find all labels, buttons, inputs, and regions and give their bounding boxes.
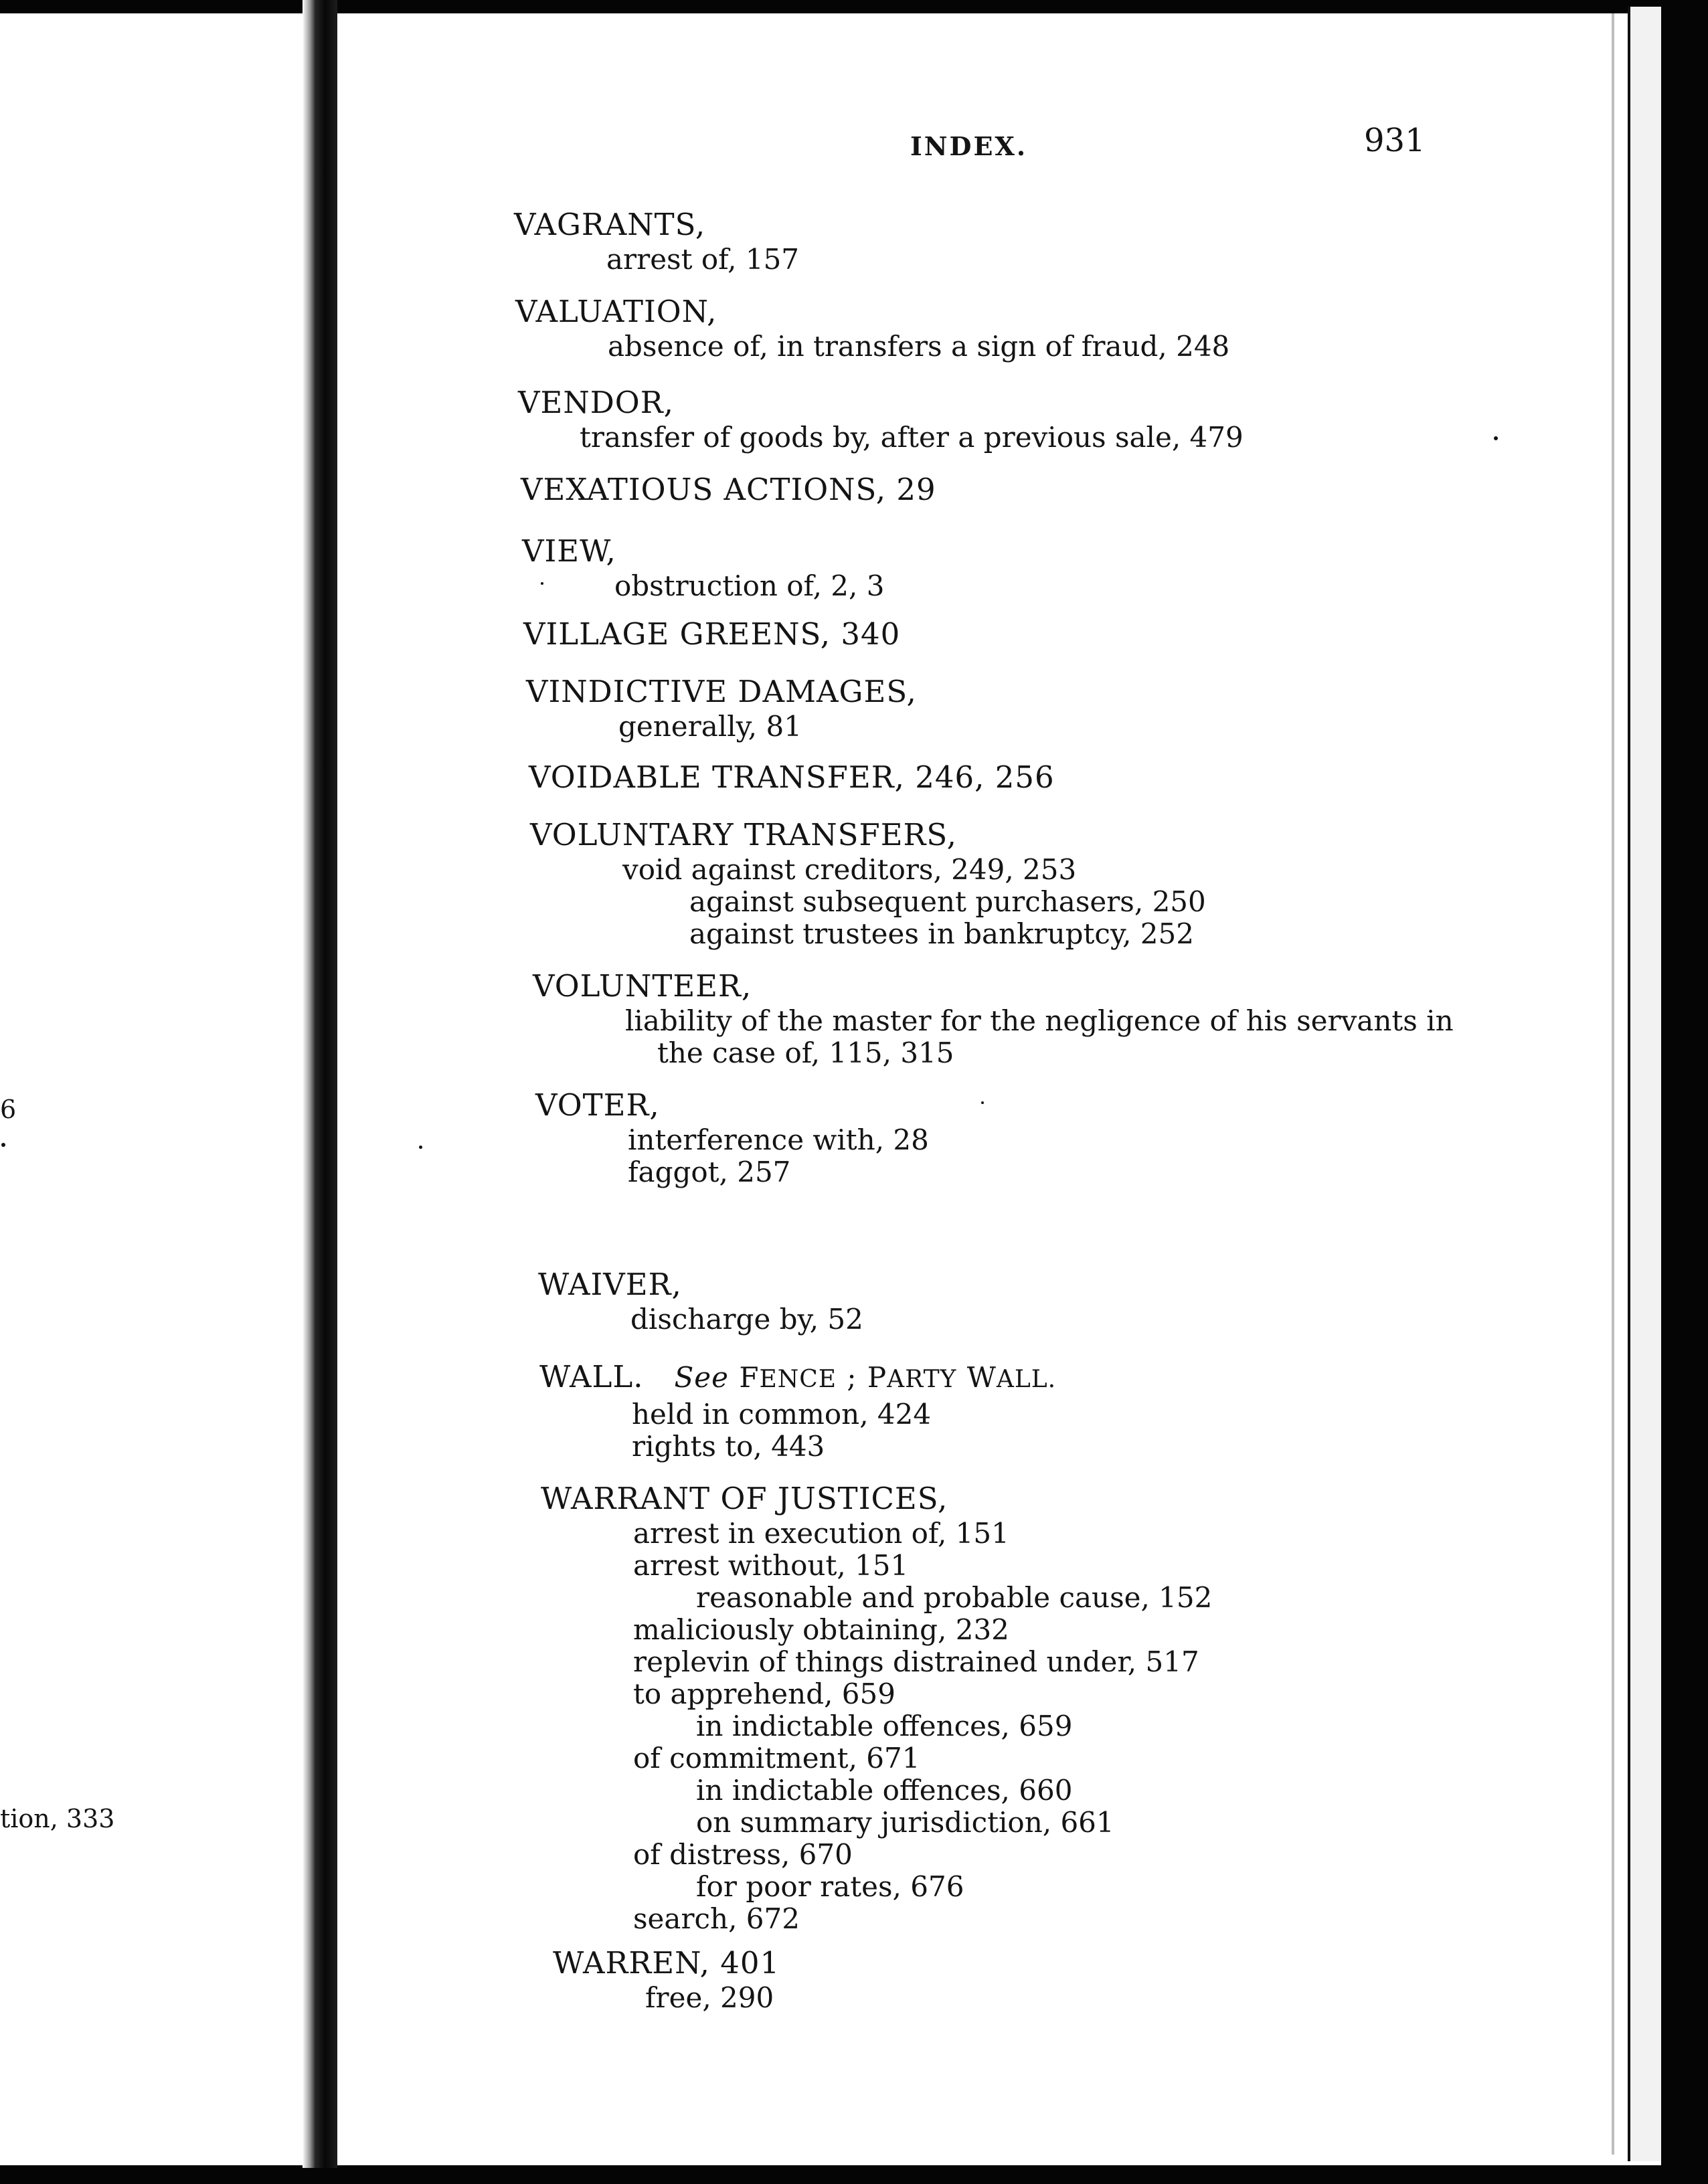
- cross-ref-initial: F: [739, 1361, 760, 1394]
- entry-heading: VEXATIOUS ACTIONS, 29: [521, 472, 936, 507]
- entry-heading: VAGRANTS,: [514, 207, 706, 242]
- entry-subentry: maliciously obtaining, 232: [633, 1613, 1009, 1646]
- entry-subentry: on summary jurisdiction, 661: [696, 1806, 1114, 1839]
- index-entry-vagrants: [514, 206, 799, 276]
- index-entry-vexatious-actions: [521, 471, 936, 509]
- entry-subentry: liability of the master for the negligence of his servants in: [625, 1004, 1454, 1037]
- next-page-edge: [1628, 7, 1664, 2161]
- cross-ref-party: ARTY: [887, 1366, 957, 1393]
- entry-subentry: faggot, 257: [628, 1156, 791, 1188]
- index-entry-vendor: [518, 384, 1244, 454]
- entry-subentry: of commitment, 671: [633, 1742, 920, 1774]
- entry-heading: VOTER,: [535, 1087, 660, 1123]
- entry-subentry: against trustees in bankruptcy, 252: [689, 917, 1194, 950]
- entry-heading: WARRANT OF JUSTICES,: [541, 1481, 948, 1516]
- speck: [1494, 436, 1498, 440]
- entry-subentry: for poor rates, 676: [696, 1870, 964, 1903]
- index-entry-volunteer: [533, 968, 1454, 1069]
- index-entry-warrant-of-justices: [541, 1480, 1212, 1935]
- index-entry-village-greens: [523, 616, 900, 653]
- index-entry-warren: [553, 1944, 780, 2014]
- page-edge-line: [1612, 13, 1614, 2155]
- entry-subentry: discharge by, 52: [630, 1303, 863, 1336]
- cross-ref-separator: ;: [847, 1361, 857, 1394]
- entry-heading-line: [539, 1358, 1056, 1398]
- index-entry-voidable-transfer: [529, 759, 1055, 796]
- running-head: INDEX.: [910, 131, 1028, 161]
- left-page-fragment: 6: [0, 1095, 17, 1124]
- entry-heading: VOIDABLE TRANSFER, 246, 256: [529, 759, 1055, 795]
- entry-subentry: reasonable and probable cause, 152: [696, 1581, 1213, 1614]
- entry-subentry: of distress, 670: [633, 1838, 853, 1871]
- see-reference-label: See: [674, 1361, 729, 1394]
- scan-border-bottom: [0, 2165, 1708, 2184]
- speck: [419, 1146, 422, 1149]
- index-entry-view: [522, 533, 884, 602]
- entry-subentry: replevin of things distrained under, 517: [633, 1645, 1199, 1678]
- entry-subentry: arrest without, 151: [633, 1549, 909, 1582]
- entry-heading: VOLUNTEER,: [533, 968, 752, 1004]
- entry-subentry: transfer of goods by, after a previous sale, 479: [580, 421, 1244, 454]
- entry-subentry: interference with, 28: [628, 1123, 929, 1156]
- index-entry-vindictive-damages: [526, 673, 917, 743]
- entry-subentry: rights to, 443: [632, 1430, 825, 1463]
- entry-subentry: in indictable offences, 659: [696, 1710, 1073, 1742]
- index-entry-voter: [535, 1087, 929, 1188]
- entry-subentry: arrest in execution of, 151: [633, 1517, 1009, 1550]
- entry-heading: VOLUNTARY TRANSFERS,: [530, 817, 957, 852]
- entry-subentry: obstruction of, 2, 3: [614, 569, 885, 602]
- cross-ref-fence: ENCE: [759, 1366, 837, 1393]
- entry-heading: VENDOR,: [518, 385, 674, 420]
- scan-border-right: [1661, 0, 1708, 2184]
- entry-subentry: held in common, 424: [632, 1398, 932, 1431]
- entry-heading: WARREN, 401: [553, 1945, 780, 1981]
- entry-subentry: absence of, in transfers a sign of fraud, 248: [608, 330, 1230, 363]
- index-entry-valuation: [515, 293, 1229, 363]
- entry-heading: VINDICTIVE DAMAGES,: [526, 674, 917, 709]
- scan-border-top: [0, 0, 1708, 13]
- speck: [981, 1101, 984, 1104]
- entry-subentry: in indictable offences, 660: [696, 1774, 1073, 1807]
- speck: [1, 1143, 5, 1147]
- entry-subentry: generally, 81: [618, 710, 802, 743]
- entry-heading: VIEW,: [522, 533, 616, 569]
- entry-subentry: free, 290: [645, 1981, 774, 2014]
- cross-ref-initial: P: [867, 1361, 887, 1394]
- index-entry-voluntary-transfers: [530, 816, 1206, 950]
- entry-subentry: to apprehend, 659: [633, 1677, 895, 1710]
- entry-subentry: against subsequent purchasers, 250: [689, 885, 1206, 918]
- cross-ref-initial: W: [966, 1361, 997, 1394]
- page-number: 931: [1364, 122, 1426, 159]
- entry-subentry: the case of, 115, 315: [657, 1036, 954, 1069]
- entry-heading: VALUATION,: [515, 294, 717, 329]
- gutter-shadow: [303, 0, 315, 2168]
- book-gutter: [315, 0, 337, 2168]
- cross-ref-wall: ALL.: [996, 1366, 1057, 1393]
- entry-subentry: void against creditors, 249, 253: [622, 853, 1077, 886]
- entry-heading: WALL.: [539, 1359, 644, 1394]
- entry-subentry: arrest of, 157: [606, 243, 800, 276]
- entry-subentry: search, 672: [633, 1902, 800, 1935]
- left-page-fragment: tion, 333: [0, 1804, 115, 1833]
- entry-heading: VILLAGE GREENS, 340: [523, 616, 901, 652]
- index-entry-waiver: [538, 1266, 863, 1336]
- entry-heading: WAIVER,: [538, 1267, 682, 1302]
- index-entry-wall: [539, 1358, 1056, 1463]
